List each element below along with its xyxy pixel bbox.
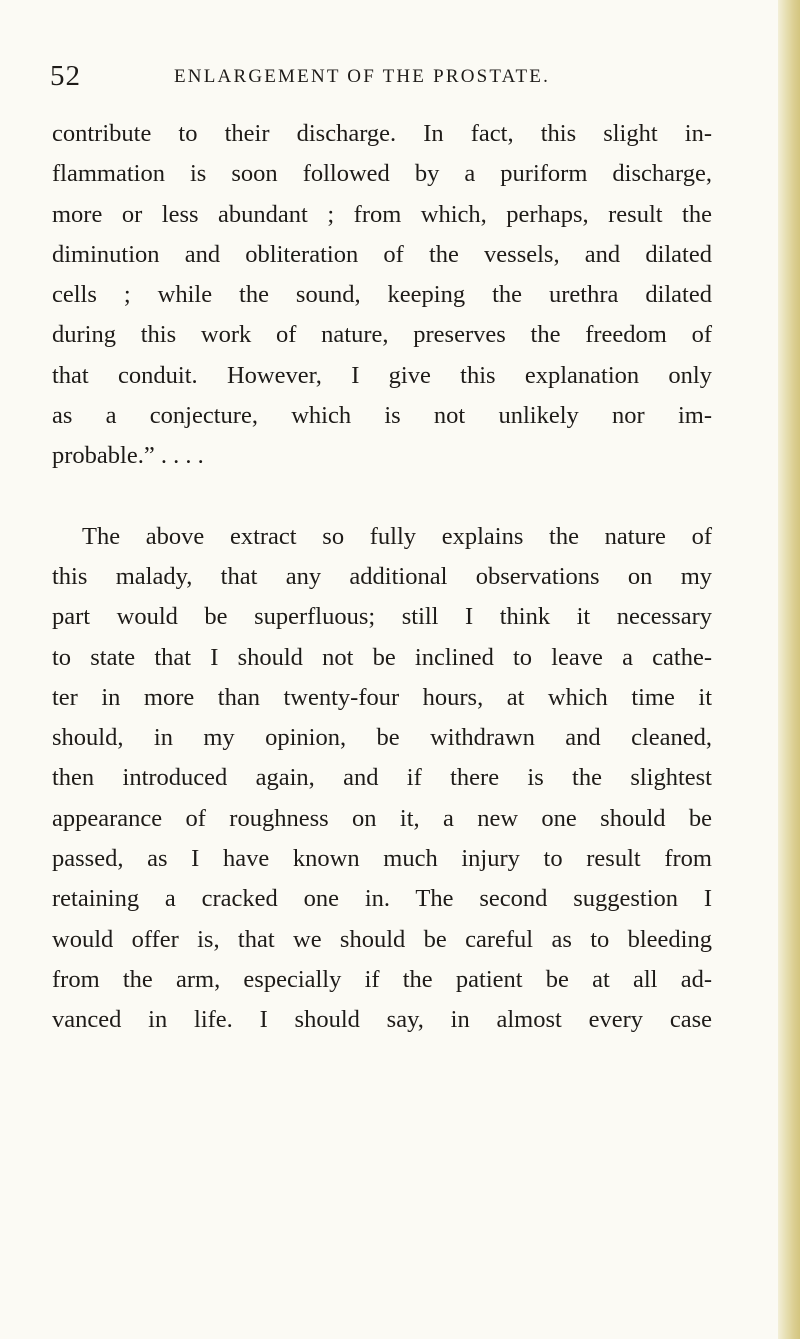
text-line: probable.” . . . . <box>52 442 204 470</box>
page-number: 52 <box>50 60 81 92</box>
text-line: this malady, that any additional observations on my <box>52 562 712 590</box>
text-line: passed, as I have known much injury to result from <box>52 845 712 873</box>
text-line: ter in more than twenty-four hours, at which time it <box>52 683 712 711</box>
text-line: to state that I should not be inclined to leave a cathe- <box>52 643 712 671</box>
running-head: ENLARGEMENT OF THE PROSTATE. <box>174 66 551 87</box>
text-line: part would be superfluous; still I think it necessary <box>52 603 712 631</box>
text-line: retaining a cracked one in. The second suggestion I <box>52 885 712 913</box>
text-line: from the arm, especially if the patient be at all ad- <box>52 965 712 993</box>
page-header <box>50 58 750 98</box>
text-line: would offer is, that we should be careful as to bleeding <box>52 925 712 953</box>
text-line: flammation is soon followed by a puriform discharge, <box>52 160 712 188</box>
paragraph-spacer <box>52 477 712 517</box>
text-line: cells ; while the sound, keeping the urethra dilated <box>52 281 712 309</box>
page-edge <box>778 0 800 1339</box>
text-line: contribute to their discharge. In fact, this slight in- <box>52 120 712 147</box>
text-line: appearance of roughness on it, a new one should be <box>52 804 712 832</box>
text-line: diminution and obliteration of the vessels, and dilated <box>52 240 712 268</box>
text-line: vanced in life. I should say, in almost every case <box>52 1006 712 1034</box>
text-line: more or less abundant ; from which, perhaps, result the <box>52 200 712 228</box>
body-text <box>52 114 712 1041</box>
text-line: during this work of nature, preserves the freedom of <box>52 321 712 349</box>
text-line: then introduced again, and if there is the slightest <box>52 764 712 792</box>
text-line: as a conjecture, which is not unlikely nor im- <box>52 402 712 430</box>
text-line: should, in my opinion, be withdrawn and cleaned, <box>52 724 712 752</box>
paragraph-2 <box>52 517 712 1041</box>
text-line: The above extract so fully explains the nature of <box>82 522 712 550</box>
text-line: that conduit. However, I give this explanation only <box>52 361 712 389</box>
paragraph-1 <box>52 114 712 477</box>
